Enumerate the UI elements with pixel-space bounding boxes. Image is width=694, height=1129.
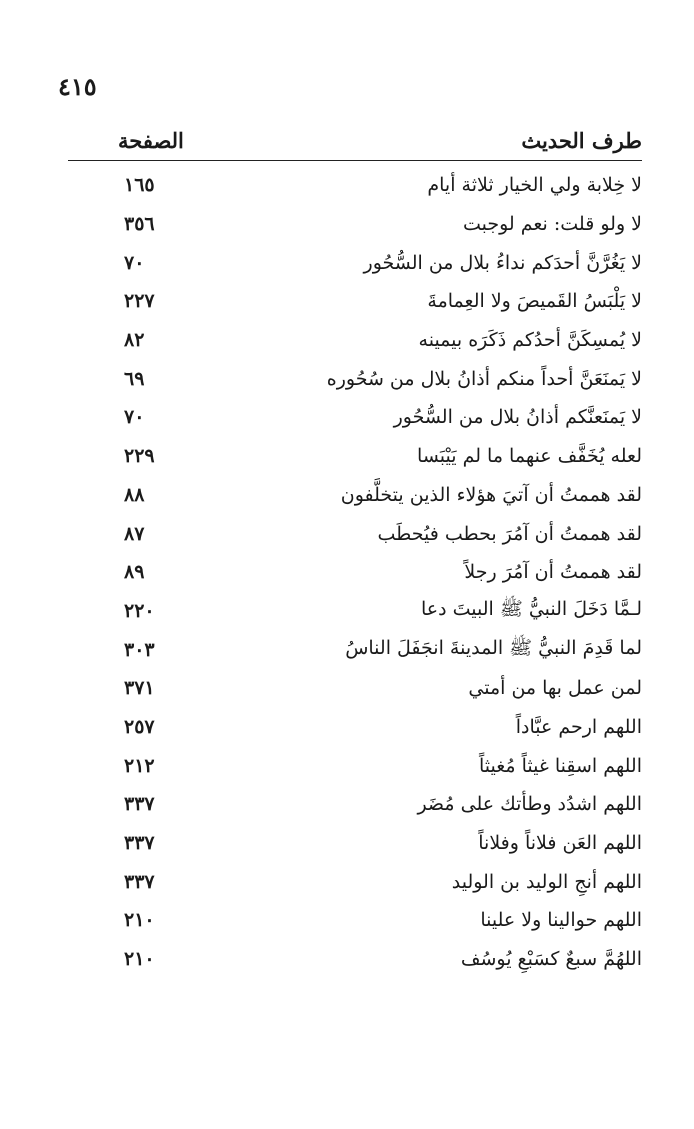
hadith-text: لا يَمنَعنَّكم أذانُ بلال من السُّحُور [393,406,642,429]
page-ref: ٨٢ [124,329,145,352]
index-row [68,746,642,785]
hadith-text: اللهم العَن فلاناً وفلاناً [478,832,642,855]
hadith-column-header: طرف الحديث [521,127,642,153]
page-column-header: الصفحة [118,127,184,153]
hadith-text: لعله يُخَفَّف عنهما ما لم يَيْبَسا [417,445,642,468]
page-ref: ٣٣٧ [124,793,155,816]
hadith-text: اللهم أنجِ الوليد بن الوليد [451,870,642,893]
page-ref: ٢١٠ [124,948,155,971]
index-row [68,282,642,321]
page-ref: ٢١٢ [124,754,155,777]
index-header [68,122,642,158]
page-ref: ٢٢٩ [124,445,155,468]
page-ref: ٣٠٣ [124,638,155,661]
index-row [68,398,642,437]
page-ref: ٧٠ [124,406,145,429]
page-ref: ٧٠ [124,251,145,274]
hadith-text: لا يُمسِكَنَّ أحدُكم ذَكَرَه بيمينه [418,329,642,352]
hadith-text: لقد هممتُ أن آمُرَ بحطب فيُحطَب [377,522,642,545]
hadith-text: لقد هممتُ أن آتيَ هؤلاء الذين يتخلَّفون [340,483,642,506]
page-ref: ٢٢٧ [124,290,155,313]
hadith-text: لقد هممتُ أن آمُرَ رجلاً [464,561,642,584]
hadith-index-list [68,166,642,978]
index-row [68,437,642,476]
page-ref: ٨٧ [124,522,145,545]
index-row [68,321,642,360]
page-ref: ٣٧١ [124,677,155,700]
hadith-text: لا يَلْبَسُ القَميصَ ولا العِمامةَ [427,290,642,313]
hadith-text: اللهم اشدُد وطأتك على مُضَر [417,793,642,816]
index-row [68,476,642,515]
hadith-text: اللهم اسقِنا غيثاً مُغيثاً [478,754,642,777]
index-row [68,243,642,282]
index-row [68,205,642,244]
hadith-text: اللهُمَّ سبعٌ كسَبْعِ يُوسُف [460,948,642,971]
hadith-text: اللهم حوالينا ولا علينا [480,909,642,932]
index-row [68,592,642,631]
index-row [68,824,642,863]
page-ref: ٢٢٠ [124,599,155,622]
page-ref: ٢٥٧ [124,715,155,738]
page-ref: ٣٥٦ [124,213,155,236]
index-row [68,669,642,708]
page-ref: ٣٣٧ [124,870,155,893]
hadith-text: لا يَغُرَّنَّ أحدَكم نداءُ بلال من السُّحُور [363,251,642,274]
hadith-text: لا يَمنَعَنَّ أحداً منكم أذانُ بلال من سُحُوره [326,367,642,390]
index-row [68,901,642,940]
index-row [68,166,642,205]
page-number: ٤١٥ [58,72,97,101]
index-row [68,940,642,979]
page-ref: ٢١٠ [124,909,155,932]
hadith-text: لا ولو قلت: نعم لوجبت [462,213,642,236]
index-row [68,708,642,747]
header-divider [68,160,642,161]
page-ref: ٣٣٧ [124,832,155,855]
hadith-text: لـمَّا دَخَلَ النبيُّ ﷺ البيتَ دعا [420,597,642,620]
page-ref: ١٦٥ [124,174,155,197]
page-ref: ٨٨ [124,483,145,506]
page-ref: ٨٩ [124,561,145,584]
index-row [68,785,642,824]
hadith-text: اللهم ارحم عبَّاداً [515,715,642,738]
hadith-text: لما قَدِمَ النبيُّ ﷺ المدينةَ انجَفَلَ الناسُ [345,636,642,659]
index-row [68,359,642,398]
index-row [68,553,642,592]
page-ref: ٦٩ [124,367,145,390]
index-row [68,862,642,901]
hadith-text: لمن عمل بها من أمتي [468,677,642,700]
hadith-text: لا خِلابة ولي الخيار ثلاثة أيام [427,174,642,197]
index-row [68,514,642,553]
index-row [68,630,642,669]
